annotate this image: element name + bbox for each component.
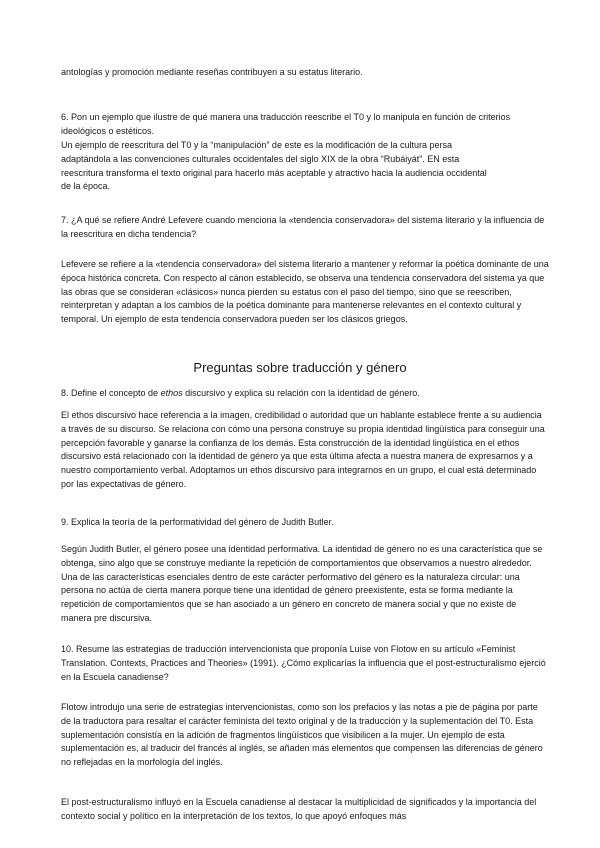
answer-6-line-1: Un ejemplo de reescritura del T0 y la “manipulación” de este es la modificación de la cultura persa	[61, 140, 453, 150]
question-8-pre: 8. Define el concepto de	[61, 388, 161, 398]
answer-7: Lefevere se refiere a la «tendencia conservadora» del sistema literario a mantener y reformar la poética dominante de una época histórica concreta. Con respecto al cánon establecido, se observa una tendencia conservadora del sistema ya que las obras que se consideran «clásicos» nunca pierden su estatus con el paso del tiempo, sino que se reescriben, reinterpretan y adaptan a los cambios de la poética dominante para mantenerse relevantes en el contexto cultural y temporal. Un ejemplo de esta tendencia conservadora pueden ser los clásicos griegos.	[61, 259, 549, 325]
question-6: 6. Pon un ejemplo que ilustre de qué manera una traducción reescribe el T0 y lo manipula en función de criterios ideológicos o estéticos.	[61, 112, 511, 136]
answer-10-part-2: El post-estructuralismo influyó en la Escuela canadiense al destacar la multiplicidad de significados y la importancia del contexto social y político en la interpretación de los textos, lo que apoyó enfoques más	[61, 797, 537, 821]
question-8	[61, 387, 549, 401]
section-title: Preguntas sobre traducción y género	[193, 360, 407, 375]
question-9: 9. Explica la teoría de la performatividad del género de Judith Butler.	[61, 517, 334, 527]
answer-6-line-2: adaptándola a las convenciones culturales occidentales del siglo XIX de la obra “Rubáiyát”. EN esta	[61, 153, 460, 164]
answer-9: Según Judith Butler, el género posee una identidad performativa. La identidad de género no es una característica que se obtenga, sino algo que se construye mediante la repetición de comportamientos que observamos a nuestro alrededor. Una de las características esenciales dentro de este carácter performativo del género es la naturaleza circular: una persona no actúa de cierta manera porque tiene una identidad de género preexistente, esta se forma mediante la repetición de comportamientos que se han asociado a un género en concreto de manera social y que no existe de manera pre discursiva.	[61, 544, 543, 623]
answer-10-part-1: Flotow introdujo una serie de estrategias intervencionistas, como son los prefacios y las notas a pie de página por parte de la traductora para resaltar el carácter feminista del texto original y de la traducción y la suplementación del T0. Esta suplementación consistía en la adición de fragmentos lingüísticos que visibilicen a la mujer. Un ejemplo de esta suplementación es, al traducir del francés al inglés, se añaden más elementos que compensen las diferencias de género no reflejadas en la morfología del inglés.	[61, 702, 543, 768]
answer-6-line-4: de la época.	[61, 181, 111, 192]
question-8-post: discursivo y explica su relación con la identidad de género.	[182, 388, 420, 398]
answer-8: El ethos discursivo hace referencia a la imagen, credibilidad o autoridad que un hablante establece frente a su audiencia a través de su discurso. Se relaciona con cómo una persona construye su propia identidad lingüística para conseguir una percepción favorable y ganarse la confianza de los demás. Esta construcción de la identidad lingüística en el ethos discursivo está relacionado con la identidad de género ya que esta última afecta a nuestra manera de expresarnos y a nuestro comportamiento verbal. Adoptamos un ethos discursivo para integrarnos en un grupo, el cual está determinado por las expectativas de género.	[61, 410, 545, 489]
question-8-ethos: ethos	[160, 388, 183, 398]
intro-line: antologías y promoción mediante reseñas contribuyen a su estatus literario.	[61, 67, 363, 77]
answer-6	[61, 139, 549, 194]
question-10: 10. Resume las estrategias de traducción intervencionista que proponía Luise von Flotow en su artículo «Feminist Translation. Contexts, Practices and Theories» (1991). ¿Cómo explicarías la influencia que el post-estructuralismo ejerció en la Escuela canadiense?	[61, 644, 546, 682]
question-7: 7. ¿A qué se refiere André Lefevere cuando menciona la «tendencia conservadora» del sistema literario y la influencia de la reescritura en dicha tendencia?	[61, 215, 545, 239]
answer-6-line-3: reescritura transforma el texto original para hacerlo más aceptable y atractivo hacia la audiencia occidental	[61, 167, 487, 178]
